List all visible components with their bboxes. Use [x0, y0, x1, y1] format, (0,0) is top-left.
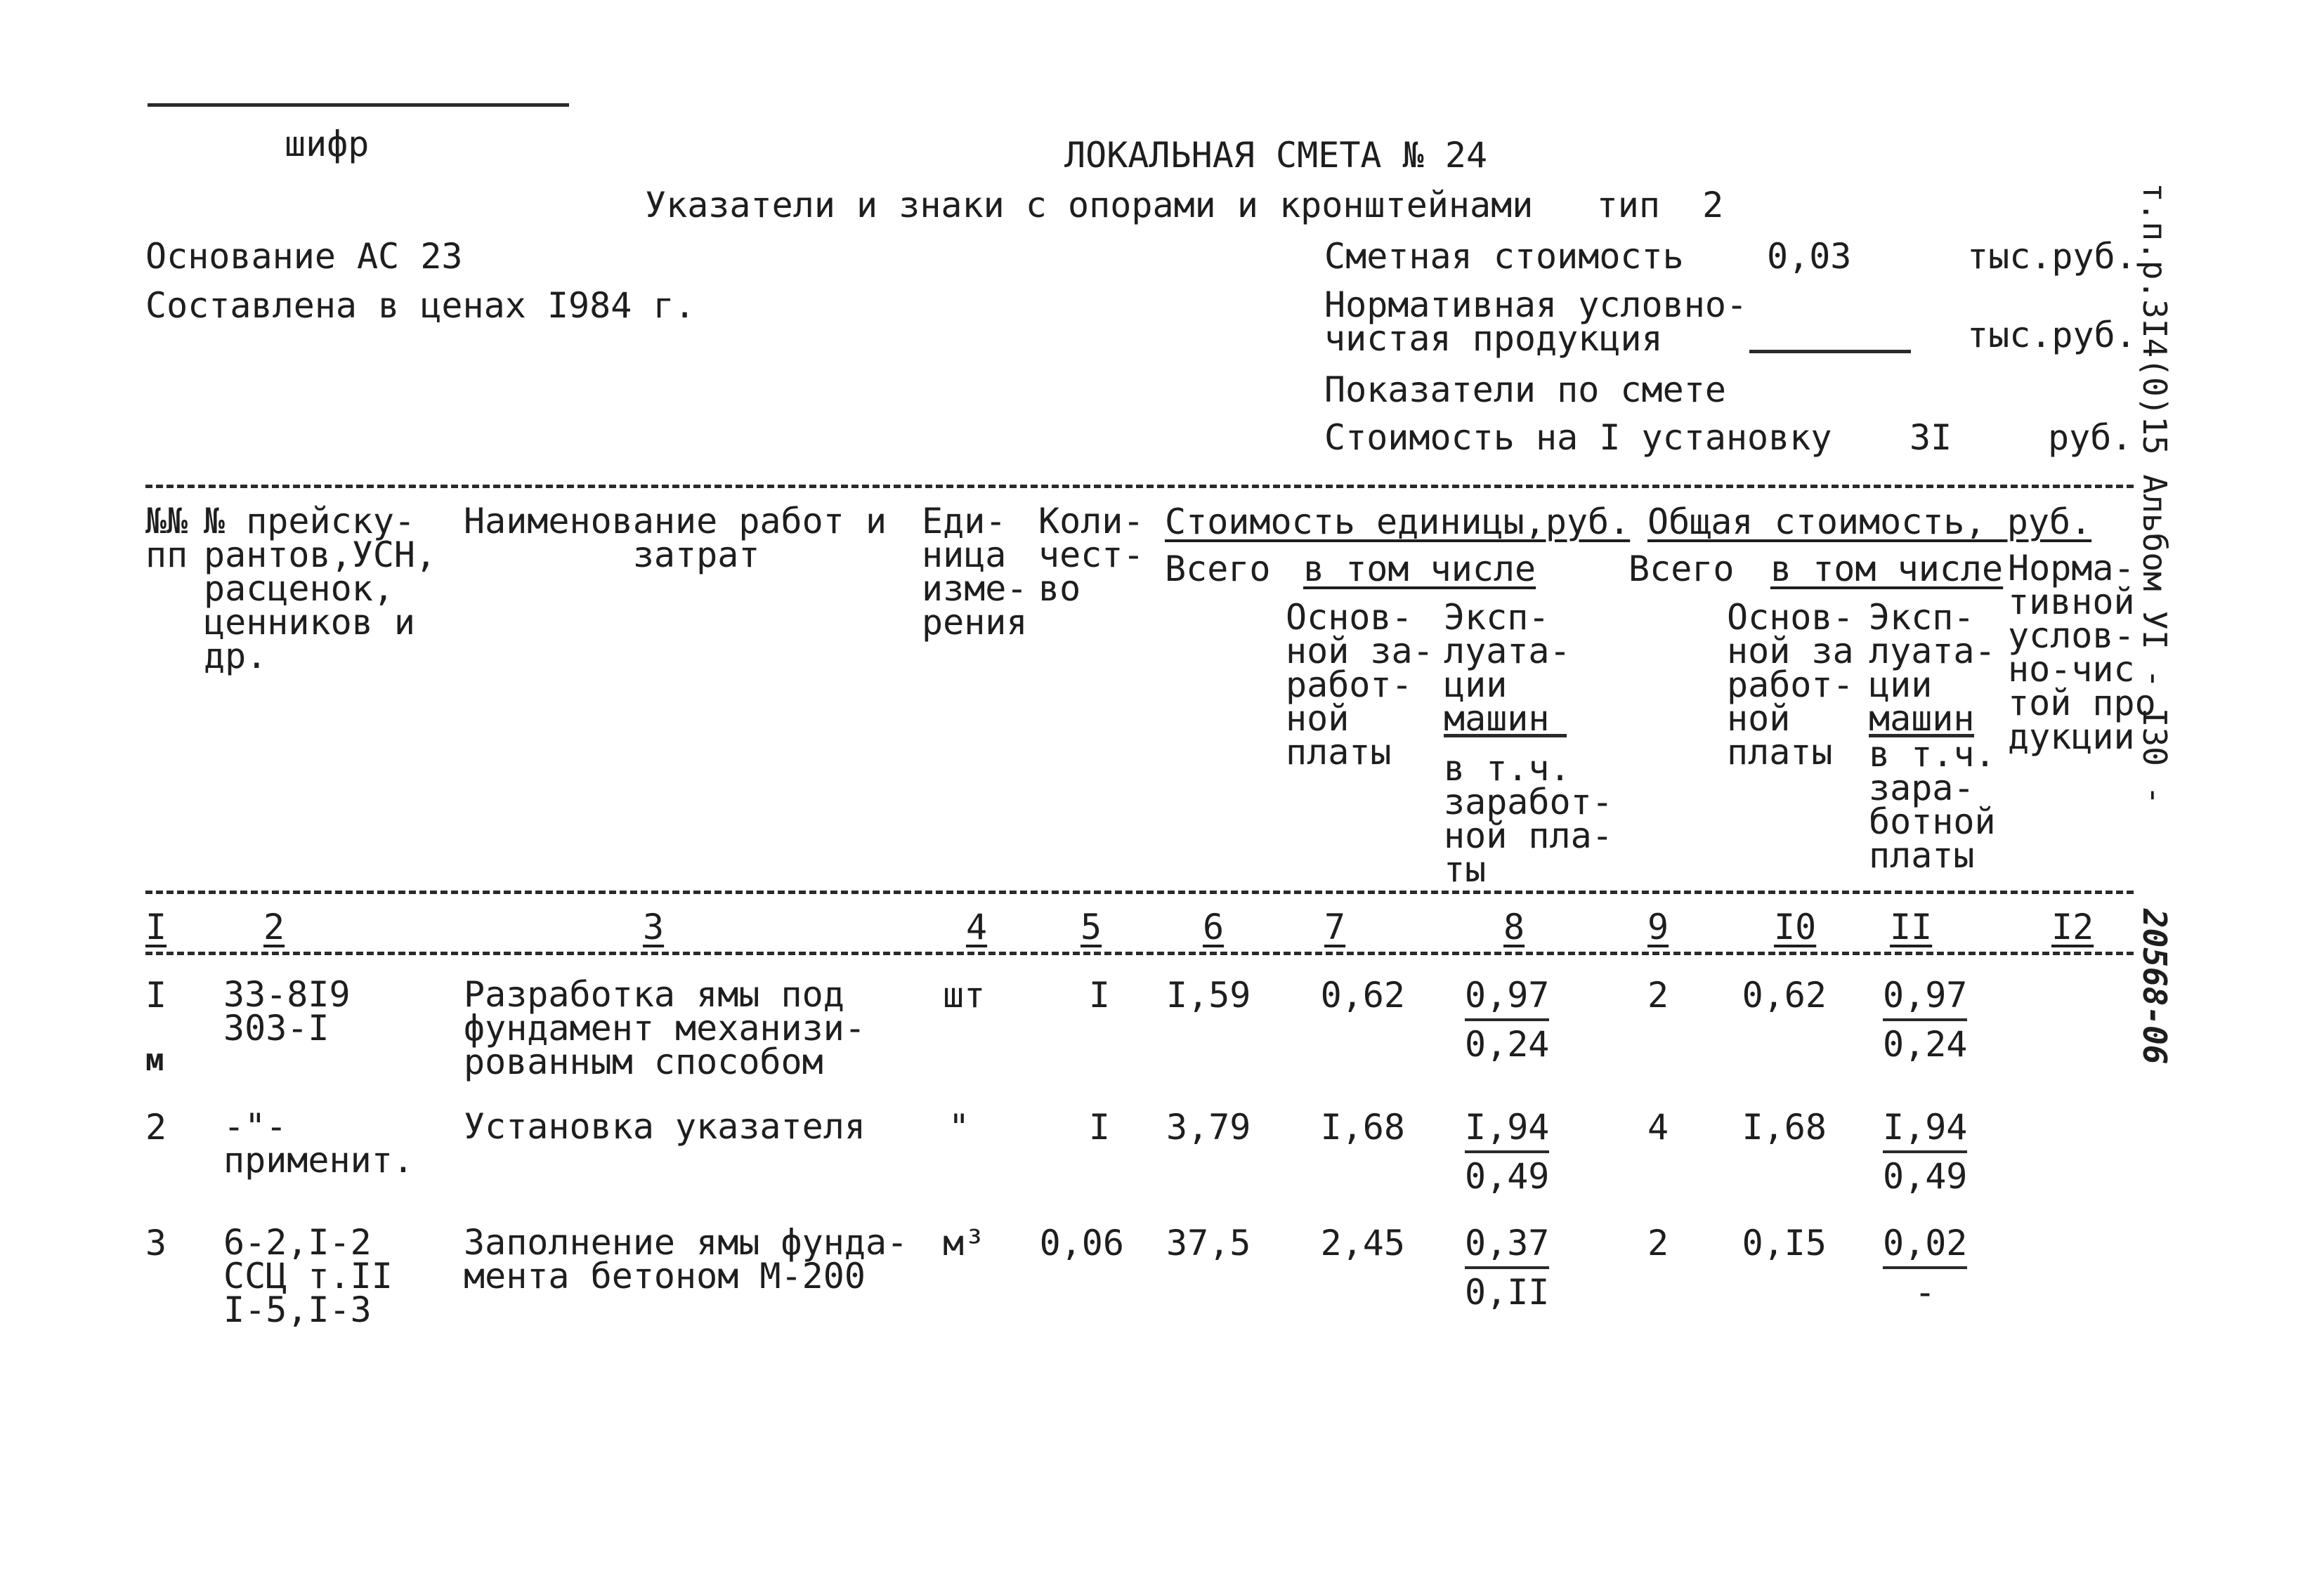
cost-label: Сметная стоимость	[1324, 236, 1684, 277]
row2-code: -"- применит.	[223, 1106, 414, 1181]
row1-mach: 0,97	[1465, 978, 1549, 1021]
row1-mark: м	[145, 1042, 164, 1078]
row1-all-mach-fraction	[1883, 975, 1968, 1065]
indicators-label: Показатели по смете	[1324, 369, 1726, 410]
col-code-header: № прейску- рантов,УСН, расценок, ценников и др.	[204, 501, 437, 676]
row3-mach: 0,37	[1465, 1226, 1549, 1269]
row2-all-total: 4	[1647, 1107, 1669, 1148]
row2-total: 3,79	[1166, 1107, 1251, 1148]
doc-title: ЛОКАЛЬНАЯ СМЕТА № 24	[1064, 135, 1488, 176]
unit-cost-header: Стоимость единицы,руб.	[1165, 501, 1631, 542]
row3-all-wage: 0,I5	[1742, 1223, 1827, 1263]
row3-qty: 0,06	[1039, 1223, 1124, 1263]
per-unit-value: 3I	[1910, 417, 1952, 458]
col-num-header: №№ пп	[145, 501, 188, 575]
row1-name: Разработка ямы под фундамент механизи- рованным способом	[464, 974, 866, 1082]
col-number-3: 3	[643, 907, 665, 947]
normative-unit: тыс.руб.	[1967, 315, 2136, 355]
normative-blank	[1749, 350, 1911, 353]
row3-wage: 2,45	[1320, 1223, 1405, 1263]
total-incl-header: в том числе	[1770, 549, 2004, 589]
row2-wage: I,68	[1320, 1107, 1405, 1148]
row2-mach: I,94	[1465, 1110, 1549, 1153]
col-number-2: 2	[263, 907, 285, 947]
col-number-8: 8	[1503, 907, 1525, 947]
col-number-4: 4	[966, 907, 988, 947]
unit-machines-wage-header: в т.ч. заработ- ной пла- ты	[1444, 748, 1613, 890]
unit-all-header: Всего	[1165, 549, 1271, 589]
row2-mach-wage: 0,49	[1465, 1156, 1550, 1197]
row2-all-wage: I,68	[1742, 1107, 1827, 1148]
row3-num: 3	[145, 1223, 167, 1263]
row1-all-total: 2	[1647, 975, 1669, 1016]
row3-code: 6-2,I-2 ССЦ т.II I-5,I-3	[223, 1222, 393, 1330]
row1-num: I	[145, 975, 167, 1016]
col-number-11: II	[1890, 907, 1933, 947]
row3-all-mach-fraction	[1883, 1223, 1968, 1313]
per-unit-label: Стоимость на I установку	[1324, 417, 1832, 458]
side-code: 20568-06	[2136, 908, 2174, 1065]
row2-mach-fraction	[1465, 1107, 1550, 1197]
col-numbers-bottom-rule	[145, 952, 2134, 955]
per-unit-unit: руб.	[2048, 417, 2133, 458]
col-number-12: I2	[2051, 907, 2094, 947]
unit-incl-header: в том числе	[1303, 549, 1536, 589]
row2-name: Установка указателя	[464, 1106, 866, 1147]
row3-total: 37,5	[1166, 1223, 1251, 1263]
col-number-7: 7	[1324, 907, 1346, 947]
col-number-6: 6	[1203, 907, 1225, 947]
col-number-10: I0	[1774, 907, 1817, 947]
row1-all-mach: 0,97	[1883, 978, 1967, 1021]
row1-wage: 0,62	[1320, 975, 1405, 1016]
col-number-1: I	[145, 907, 167, 947]
row1-all-wage: 0,62	[1742, 975, 1827, 1016]
row3-all-total: 2	[1647, 1223, 1669, 1263]
table-top-rule	[145, 485, 2134, 488]
row1-mach-fraction	[1465, 975, 1550, 1065]
cost-unit: тыс.руб.	[1967, 236, 2136, 277]
row1-mach-wage: 0,24	[1465, 1024, 1550, 1065]
top-rule	[148, 103, 569, 107]
row2-all-mach-wage: 0,49	[1883, 1156, 1968, 1197]
total-machines-wage-header: в т.ч. зара- ботной платы	[1869, 734, 1996, 876]
total-wage-header: Основ- ной за работ- ной платы	[1727, 597, 1854, 773]
row3-mach-wage: 0,II	[1465, 1272, 1550, 1313]
total-cost-header: Общая стоимость, руб.	[1647, 501, 2092, 542]
cipher-label: шифр	[285, 124, 370, 164]
unit-wage-header: Основ- ной за- работ- ной платы	[1286, 597, 1434, 773]
row3-name: Заполнение ямы фунда- мента бетоном М-200	[464, 1222, 908, 1296]
row3-all-mach: 0,02	[1883, 1226, 1967, 1269]
col-name-header: Наименование работ и затрат	[464, 501, 887, 575]
row2-all-mach-fraction	[1883, 1107, 1968, 1197]
row2-num: 2	[145, 1107, 167, 1148]
row3-unit: м³	[943, 1223, 986, 1263]
row1-code: 33-8I9 303-I	[223, 974, 351, 1049]
col-qty-header: Коли- чест- во	[1038, 501, 1144, 609]
row2-all-mach: I,94	[1883, 1110, 1967, 1153]
row1-total: I,59	[1166, 975, 1251, 1016]
doc-subtitle: Указатели и знаки с опорами и кронштейнами тип 2	[645, 185, 1724, 225]
side-album: т.п.р.3I4(0)15 Альбом УI - I30 -	[2136, 183, 2174, 806]
row2-qty: I	[1088, 1107, 1110, 1148]
row3-all-mach-wage: -	[1914, 1272, 1936, 1313]
col-unit-header: Еди- ница изме- рения	[922, 501, 1028, 643]
unit-machines-header: Эксп- луата- ции машин	[1444, 597, 1571, 739]
total-all-header: Всего	[1628, 549, 1735, 589]
row3-mach-fraction	[1465, 1223, 1550, 1313]
col-numbers-top-rule	[145, 891, 2134, 894]
row1-qty: I	[1088, 975, 1110, 1016]
normative-header: Норма- тивной услов- но-чис той про дукции	[2008, 548, 2156, 757]
row1-unit: шт	[943, 975, 986, 1016]
normative-label: Нормативная условно- чистая продукция	[1324, 284, 1748, 359]
cost-value: 0,03	[1767, 236, 1852, 277]
prices-line: Составлена в ценах I984 г.	[145, 285, 696, 326]
basis-line: Основание АС 23	[145, 236, 463, 277]
row1-all-mach-wage: 0,24	[1883, 1024, 1968, 1065]
unit-machines-rule	[1444, 734, 1567, 737]
row2-unit: "	[948, 1107, 970, 1148]
col-number-9: 9	[1647, 907, 1669, 947]
total-machines-header: Эксп- луата- ции машин	[1869, 597, 1996, 739]
col-number-5: 5	[1081, 907, 1102, 947]
